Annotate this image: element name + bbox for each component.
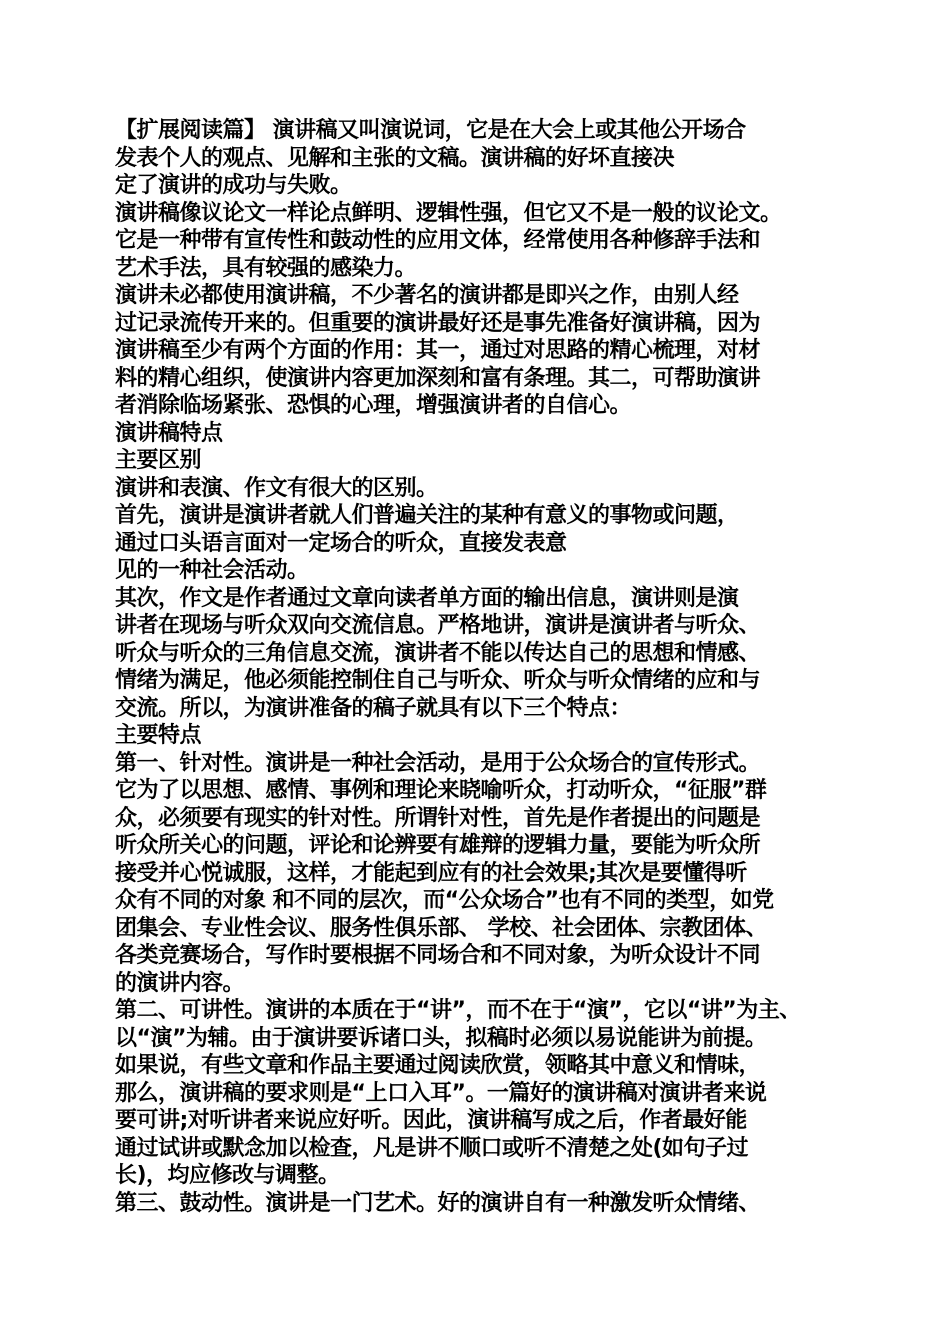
text-line: 如果说，有些文章和作品主要通过阅读欣赏，领略其中意义和情味， <box>115 1053 761 1078</box>
text-line: 那么，演讲稿的要求则是“上口入耳”。一篇好的演讲稿对演讲者来说 <box>115 1080 767 1106</box>
text-line: 演讲和表演、作文有很大的区别。 <box>115 475 438 501</box>
text-line: 长)，均应修改与调整。 <box>115 1163 340 1188</box>
text-line: 听众与听众的三角信息交流，演讲者不能以传达自己的思想和情感、 <box>115 640 761 666</box>
text-line: 者消除临场紧张、恐惧的心理，增强演讲者的自信心。 <box>115 393 632 418</box>
text-line: 众，必须要有现实的针对性。所谓针对性，首先是作者提出的问题是 <box>115 805 761 831</box>
text-line: 过记录流传开来的。但重要的演讲最好还是事先准备好演讲稿，因为 <box>115 310 761 336</box>
text-line: 主要特点 <box>115 723 202 748</box>
text-line: 主要区别 <box>115 448 202 473</box>
text-line: 听众所关心的问题，评论和论辨要有雄辩的逻辑力量，要能为听众所 <box>115 833 761 858</box>
text-line: 发表个人的观点、见解和主张的文稿。演讲稿的好坏直接决 <box>115 145 675 171</box>
text-line: 接受并心悦诚服，这样，才能起到应有的社会效果;其次是要懂得听 <box>115 860 747 886</box>
text-line: 艺术手法，具有较强的感染力。 <box>115 255 417 281</box>
text-line: 见的一种社会活动。 <box>115 558 309 583</box>
text-line: 以“演”为辅。由于演讲要诉诸口头，拟稿时必须以易说能讲为前提。 <box>115 1025 767 1051</box>
text-line: 讲者在现场与听众双向交流信息。严格地讲，演讲是演讲者与听众、 <box>115 613 761 638</box>
text-line: 定了演讲的成功与失败。 <box>115 173 352 198</box>
text-line: 演讲未必都使用演讲稿，不少著名的演讲都是即兴之作，由别人经 <box>115 283 739 308</box>
text-line: 第二、可讲性。演讲的本质在于“讲”，而不在于“演”，它以“讲”为主、 <box>115 998 801 1023</box>
text-line: 它是一种带有宣传性和鼓动性的应用文体，经常使用各种修辞手法和 <box>115 228 761 253</box>
text-line: 各类竞赛场合，写作时要根据不同场合和不同对象，为听众设计不同 <box>115 943 761 968</box>
text-line: 演讲稿至少有两个方面的作用：其一，通过对思路的精心梳理，对材 <box>115 338 761 363</box>
text-line: 团集会、专业性会议、服务性俱乐部、 学校、社会团体、宗教团体、 <box>115 915 768 941</box>
text-line: 第一、针对性。演讲是一种社会活动，是用于公众场合的宣传形式。 <box>115 750 761 776</box>
text-line: 通过口头语言面对一定场合的听众，直接发表意 <box>115 530 567 556</box>
text-line: 它为了以思想、感情、事例和理论来晓喻听众，打动听众，“征服”群 <box>115 778 767 803</box>
text-line: 的演讲内容。 <box>115 970 245 996</box>
document-body <box>115 117 845 1217</box>
text-line: 众有不同的对象 和不同的层次，而“公众场合”也有不同的类型，如党 <box>115 888 774 913</box>
text-line: 演讲稿像议论文一样论点鲜明、逻辑性强，但它又不是一般的议论文。 <box>115 200 782 226</box>
text-line: 【扩展阅读篇】 演讲稿又叫演说词，它是在大会上或其他公开场合 <box>115 118 746 143</box>
text-line: 料的精心组织，使演讲内容更加深刻和富有条理。其二，可帮助演讲 <box>115 365 761 391</box>
text-line: 情绪为满足，他必须能控制住自己与听众、听众与听众情绪的应和与 <box>115 668 761 693</box>
text-line: 交流。所以，为演讲准备的稿子就具有以下三个特点： <box>115 695 632 721</box>
text-line: 通过试讲或默念加以检查，凡是讲不顺口或听不清楚之处(如句子过 <box>115 1135 749 1161</box>
text-line: 要可讲;对听讲者来说应好听。因此，演讲稿写成之后，作者最好能 <box>115 1108 747 1133</box>
text-line: 其次，作文是作者通过文章向读者单方面的输出信息，演讲则是演 <box>115 585 739 611</box>
text-line: 演讲稿特点 <box>115 420 223 446</box>
text-line: 首先，演讲是演讲者就人们普遍关注的某种有意义的事物或问题， <box>115 503 739 528</box>
text-line: 第三、鼓动性。演讲是一门艺术。好的演讲自有一种激发听众情绪、 <box>115 1190 761 1216</box>
